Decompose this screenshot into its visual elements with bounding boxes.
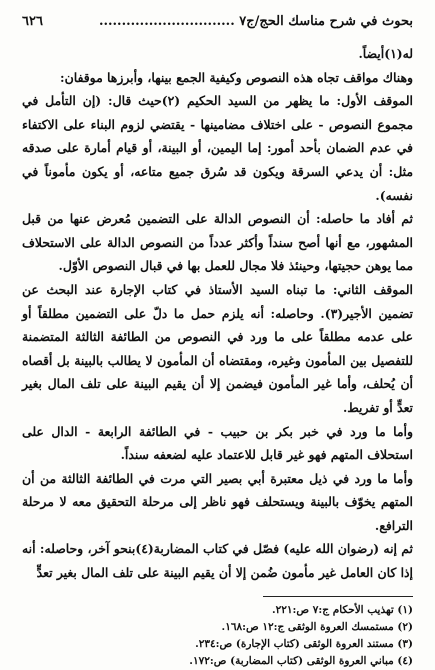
main-text bbox=[22, 42, 413, 585]
paragraph: وهناك مواقف تجاه هذه النصوص وكيفية الجمع بينها، وأبرزها موقفان: bbox=[60, 69, 413, 85]
footnote: (٤) مباني العروة الوثقى (كتاب المضاربة) ص:١٧٢. bbox=[189, 654, 413, 667]
page-header bbox=[22, 10, 413, 32]
paragraph: الموقف الأول: ما يظهر من السيد الحكيم (٢)حيث قال: (إن التأمل في مجموع النصوص - على اختلاف مضامينها - يقتضي لزوم البناء على الاكتفاء في عدم الضمان بأحد أمور: إما اليمين، أو البينة، أو قيام أمارة على صدقه مثل: أن يدعي السرقة ويكون قد سُرق جميع متاعه، أو يكون مأموناً في نفسه). bbox=[22, 93, 413, 203]
footnote: (١) تهذيب الأحكام ج:٧ ص:٢٢١. bbox=[271, 603, 413, 616]
paragraph: ثم أفاد ما حاصله: أن النصوص الدالة على التضمين مُعرض عنها من قبل المشهور، مع أنها أصح سنداً وأكثر عدداً من النصوص الدالة على الاستحلاف مما يوهن حجيتها، وحينئذ فلا مجال للعمل بها في قبال النصوص الأوّل. bbox=[22, 211, 413, 274]
paragraph: وأما ما ورد في خبر بكر بن حبيب - في الطائفة الرابعة - الدال على استحلاف المتهم فهو غير قابل للاعتماد عليه لضعفه سنداً. bbox=[22, 423, 413, 463]
paragraph: ثم إنه (رضوان الله عليه) فصّل في كتاب المضاربة(٤)بنحو آخر، وحاصله: أنه إذا كان العامل غير مأمون ضُمن إلا أن يقيم البينة على تلف المال بغير تعدٍّ bbox=[22, 541, 413, 581]
page-number: ٦٢٦ bbox=[22, 13, 43, 29]
running-title: بحوث في شرح مناسك الحج/ج٧ .............................. bbox=[98, 13, 413, 29]
footnotes bbox=[22, 602, 413, 670]
paragraph: وأما ما ورد في ذيل معتبرة أبي بصير التي مرت في الطائفة الثالثة من أن المتهم يخوّف بالبينة ويستحلف فهو ناظر إلى مرحلة التحقيق معه لا مرحلة الترافع. bbox=[22, 470, 413, 533]
paragraph: له(١)أيضاً. bbox=[358, 46, 413, 61]
paragraph: الموقف الثاني: ما تبناه السيد الأستاذ في كتاب الإجارة عند البحث عن تضمين الأجير(٣). وحاصله: أنه يلزم حمل ما دلّ على التضمين مطلقاً أو على عدمه مطلقاً على ما ورد في النصوص من الطائفة الثالثة المتضمنة للتفصيل بين المأمون وغيره، ومقتضاه أن المأمون لا يطالب بالبينة بل أقصاه أن يُحلف، وأما غير المأمون فيضمن إلا أن يقيم البينة على تلف المال بغير تعدٍّ أو تفريط. bbox=[22, 281, 413, 415]
footnote-divider bbox=[263, 596, 413, 597]
footnote: (٢) مستمسك العروة الوثقى ج:١٢ ص:١٦٨. bbox=[221, 620, 413, 633]
footnote: (٣) مستند العروة الوثقى (كتاب الإجارة) ص:٢٣٤. bbox=[195, 637, 413, 650]
